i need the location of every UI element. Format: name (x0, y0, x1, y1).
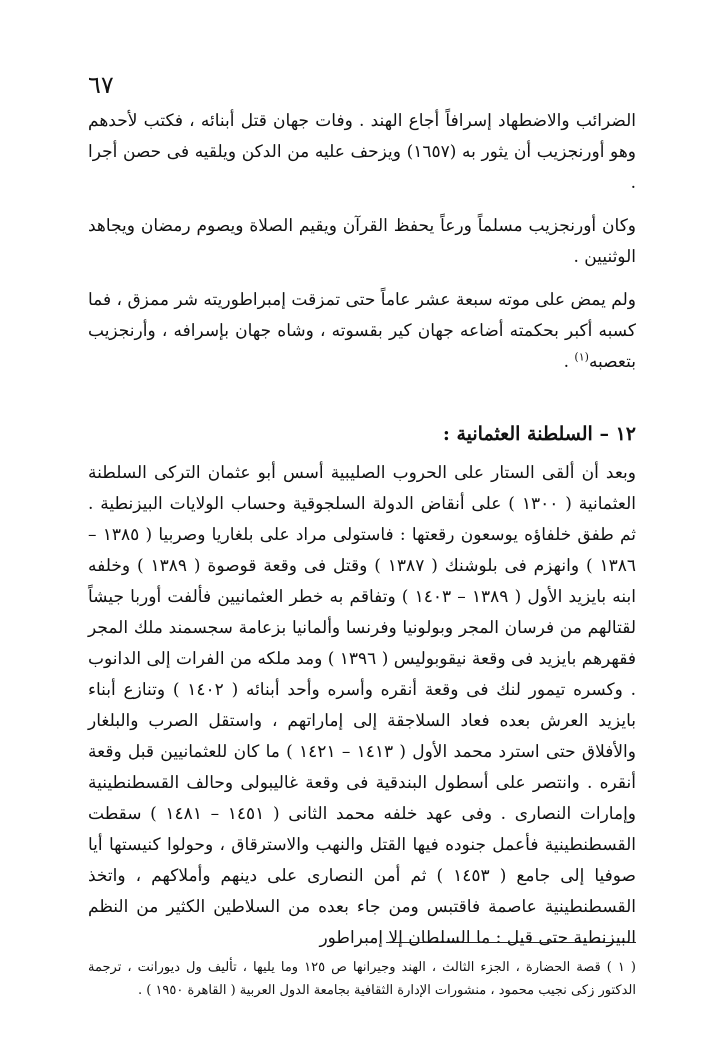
paragraph-jahan: الضرائب والاضطهاد إسرافاً أجاع الهند . وفات جهان قتل أبنائه ، فكتب لأحدهم وهو أورنجزيب أن يثور به (١٦٥٧) ويزحف عليه من الدكن ويلقيه فى حصن أجرا . (88, 111, 636, 193)
section-heading: ١٢ – السلطنة العثمانية : (442, 423, 636, 445)
page-number: ٦٧ (88, 71, 114, 99)
main-text (88, 106, 636, 954)
footnote-reference: (١) (574, 350, 589, 364)
paragraph-ottoman: وبعد أن ألقى الستار على الحروب الصليبية أسس أبو عثمان التركى السلطنة العثمانية ( ١٣٠٠ ) على أنقاض الدولة السلجوقية وحساب الولايات البيزنطية . ثم طفق خلفاؤه يوسعون رقعتها : فاستولى مراد على بلغاريا وصربيا ( ١٣٨٥ – ١٣٨٦ ) وانهزم فى بلوشنك ( ١٣٨٧ ) وقتل فى وقعة قوصوة ( ١٣٨٩ ) وخلفه ابنه بايزيد الأول ( ١٣٨٩ – ١٤٠٣ ) وتفاقم به خطر العثمانيين فألفت أوربا جيشاً لقتالهم من فرسان المجر وبولونيا وفرنسا وألمانيا بزعامة سجسمند ملك المجر فقهرهم بايزيد فى وقعة نيقوبوليس ( ١٣٩٦ ) ومد ملكه من الفرات إلى الدانوب . وكسره تيمور لنك فى وقعة أنقره وأسره وأحد أبنائه ( ١٤٠٢ ) وتنازع أبناء بايزيد العرش بعده فعاد السلاجقة إلى إماراتهم ، واستقل الصرب والبلغار والأفلاق حتى استرد محمد الأول ( ١٤١٣ – ١٤٢١ ) ما كان للعثمانيين قبل وقعة أنقره . وانتصر على أسطول البندقية فى وقعة غاليبولى وحالف القسطنطينية وإمارات النصارى . وفى عهد خلفه محمد الثانى ( ١٤٥١ – ١٤٨١ ) سقطت القسطنطينية فأعمل جنوده فيها القتل والنهب والاسترقاق ، وحولوا كنيستها أيا صوفيا إلى جامع ( ١٤٥٣ ) ثم أمن النصارى على دينهم وأملاكهم ، واتخذ القسطنطينية عاصمة فاقتبس ومن جاء بعده من السلاطين الكثير من النظم البيزنطية حتى قيل : ما السلطان إلا إمبراطور (88, 463, 637, 948)
footnote-divider (386, 942, 636, 943)
paragraph-collapse-end: . (563, 352, 575, 372)
paragraph-aurangzeb: وكان أورنجزيب مسلماً ورعاً يحفظ القرآن ويقيم الصلاة ويصوم رمضان ويجاهد الوثنيين . (88, 216, 636, 267)
paragraph-empire-collapse (88, 285, 636, 378)
footnote: ( ١ ) قصة الحضارة ، الجزء الثالث ، الهند وجيرانها ص ١٢٥ وما يليها ، تأليف ول ديورانت ، ترجمة الدكتور زكى نجيب محمود ، منشورات الإدارة الثقافية بجامعة الدول العربية ( القاهرة ١٩٥٠ ) . (88, 960, 636, 998)
paragraph-collapse-text: ولم يمض على موته سبعة عشر عاماً حتى تمزقت إمبراطوريته شر ممزق ، فما كسبه أكبر بحكمته أضاعه جهان كير بقسوته ، وشاه جهان بإسرافه ، وأرنجزيب بتعصبه (88, 290, 636, 372)
